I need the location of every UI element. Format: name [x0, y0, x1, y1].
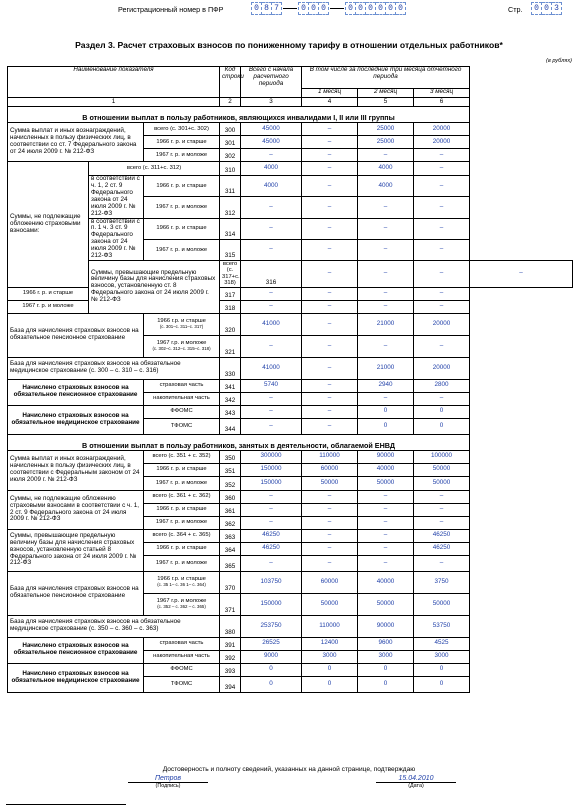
table-row: [8, 615, 573, 637]
value-cell: –: [358, 149, 414, 162]
col-header-m3: 3 месяц: [414, 89, 470, 98]
value-cell: –: [358, 516, 414, 529]
value-cell: 41000: [241, 313, 302, 335]
row-code: 391: [220, 637, 241, 650]
value-cell: –: [358, 392, 414, 405]
separator-dash: [283, 8, 297, 9]
signature-value: Петров: [128, 775, 208, 783]
row-code: 370: [220, 571, 241, 593]
value-cell: –: [414, 516, 470, 529]
digit-cell: 3: [552, 2, 562, 15]
value-cell: 100000: [414, 450, 470, 463]
row-sublabel: 1966 г. р. и старше: [8, 287, 89, 300]
row-code: 393: [220, 663, 241, 676]
value-cell: 0: [358, 405, 414, 418]
row-sublabel: [144, 313, 220, 335]
value-cell: –: [241, 516, 302, 529]
value-cell: 50000: [414, 593, 470, 615]
value-cell: –: [358, 287, 414, 300]
value-cell: 90000: [358, 615, 414, 637]
value-cell: 0: [414, 418, 470, 434]
value-cell: –: [241, 490, 302, 503]
col-header-m2: 2 месяц: [358, 89, 414, 98]
value-cell: 20000: [414, 357, 470, 379]
value-cell: 3000: [358, 650, 414, 663]
table-row: [8, 357, 573, 379]
value-cell: 9000: [241, 650, 302, 663]
col-number: 3: [241, 98, 302, 107]
value-cell: –: [302, 149, 358, 162]
value-cell: –: [414, 490, 470, 503]
row-code: 365: [220, 555, 241, 571]
value-cell: –: [302, 490, 358, 503]
row-code: 360: [220, 490, 241, 503]
value-cell: 0: [414, 405, 470, 418]
value-cell: –: [302, 405, 358, 418]
table-row: [8, 67, 573, 89]
value-cell: –: [358, 300, 414, 313]
table-row: [8, 123, 573, 136]
row-code: 364: [220, 542, 241, 555]
value-cell: 3750: [414, 571, 470, 593]
row-sublabel: 1966 г. р. и старше: [144, 176, 220, 197]
value-cell: –: [241, 218, 302, 239]
value-cell: –: [414, 503, 470, 516]
table-row: [8, 313, 573, 335]
col-header-code: Код строки: [220, 67, 241, 98]
value-cell: 26525: [241, 637, 302, 650]
row-sublabel: страховая часть: [144, 637, 220, 650]
table-row: [8, 571, 573, 593]
row-code: 341: [220, 379, 241, 392]
value-cell: 3000: [302, 650, 358, 663]
row-label: Начислено страховых взносов на обязательное медицинское страхование: [8, 663, 144, 692]
table-row: [8, 218, 573, 239]
row-sublabel: всего (с. 361 + с. 362): [144, 490, 220, 503]
row-code: 310: [220, 162, 241, 176]
value-cell: –: [414, 197, 470, 218]
value-cell: 4525: [414, 637, 470, 650]
value-cell: 20000: [414, 136, 470, 149]
row-sublabel: 1967 г. р. и моложе: [144, 149, 220, 162]
section-title: Раздел 3. Расчет страховых взносов по пониженному тарифу в отношении отдельных работников*: [75, 40, 503, 50]
table-row: [8, 162, 573, 176]
row-code: 350: [220, 450, 241, 463]
value-cell: 2800: [414, 379, 470, 392]
row-code: 320: [220, 313, 241, 335]
value-cell: 41000: [241, 357, 302, 379]
row-sublabel: 1966 г. р. и старше: [144, 542, 220, 555]
row-code: 380: [220, 615, 241, 637]
value-cell: –: [302, 418, 358, 434]
value-cell: –: [302, 176, 358, 197]
digit-cell: 0: [386, 2, 396, 15]
value-cell: –: [302, 162, 358, 176]
value-cell: –: [358, 555, 414, 571]
value-cell: –: [414, 162, 470, 176]
value-cell: –: [358, 503, 414, 516]
cell-text: 1967 г.р. и моложе: [156, 598, 207, 605]
digit-cell: 8: [262, 2, 272, 15]
value-cell: 21000: [358, 313, 414, 335]
row-code: 363: [220, 529, 241, 542]
cell-text: (с. 301–с. 311–с. 317): [159, 323, 204, 329]
value-cell: –: [358, 239, 414, 260]
cell-text: (с. 352 – с. 362 – с. 365): [157, 603, 206, 609]
value-cell: –: [302, 287, 358, 300]
table-row: [8, 107, 573, 123]
value-cell: –: [241, 555, 302, 571]
row-code: 330: [220, 357, 241, 379]
col-number: 5: [358, 98, 414, 107]
row-code: 342: [220, 392, 241, 405]
row-sublabel: 1966 г. р. и старше: [144, 463, 220, 476]
row-code: 362: [220, 516, 241, 529]
row-sublabel: страховая часть: [144, 379, 220, 392]
value-cell: 45000: [241, 136, 302, 149]
value-cell: 0: [358, 418, 414, 434]
section3-table: [7, 66, 573, 693]
row-code: 352: [220, 476, 241, 490]
row-code: 315: [220, 239, 241, 260]
value-cell: 60000: [302, 463, 358, 476]
row-sublabel: 1967 г. р. и моложе: [144, 239, 220, 260]
value-cell: –: [414, 239, 470, 260]
value-cell: 110000: [302, 450, 358, 463]
row-sublabel: 1967 г. р. и моложе: [144, 476, 220, 490]
value-cell: 4000: [241, 176, 302, 197]
row-sublabel: всего (с. 317+с. 318): [220, 261, 241, 288]
value-cell: –: [302, 300, 358, 313]
row-code: 351: [220, 463, 241, 476]
value-cell: 0: [358, 676, 414, 692]
value-cell: 150000: [241, 476, 302, 490]
value-cell: –: [414, 335, 470, 357]
row-code: 361: [220, 503, 241, 516]
value-cell: 0: [302, 676, 358, 692]
col-header-total: Всего с начала расчетного периода: [241, 67, 302, 98]
value-cell: 4000: [358, 176, 414, 197]
value-cell: 20000: [414, 123, 470, 136]
row-sublabel: [144, 593, 220, 615]
cell-text: (с. 302–с. 312–с. 315–с. 318): [152, 345, 211, 351]
digit-cell: 0: [309, 2, 319, 15]
cell-text: (с. 35 1– с. 36 1– с. 364): [157, 581, 206, 587]
value-cell: 90000: [358, 450, 414, 463]
value-cell: 5740: [241, 379, 302, 392]
col-header-name: Наименование показателя: [8, 67, 220, 98]
value-cell: –: [302, 392, 358, 405]
table-row: [8, 261, 573, 288]
digit-cell: 0: [376, 2, 386, 15]
row-sublabel: ТФОМС: [144, 676, 220, 692]
page-header: [0, 2, 578, 16]
value-cell: 253750: [241, 615, 302, 637]
digit-cell: 0: [298, 2, 309, 15]
value-cell: –: [414, 287, 470, 300]
value-cell: 2940: [358, 379, 414, 392]
value-cell: 46250: [414, 542, 470, 555]
value-cell: 50000: [358, 593, 414, 615]
value-cell: –: [302, 313, 358, 335]
value-cell: –: [414, 218, 470, 239]
row-label: База для начисления страховых взносов на обязательное медицинское страхование (с. 350 – с. 360 – с. 363): [8, 615, 220, 637]
row-code: 321: [220, 335, 241, 357]
value-cell: –: [414, 261, 470, 288]
table-row: [8, 529, 573, 542]
row-label: Начислено страховых взносов на обязательное пенсионное страхование: [8, 637, 144, 663]
value-cell: 3000: [414, 650, 470, 663]
value-cell: –: [470, 261, 573, 288]
row-label: Начислено страховых взносов на обязательное пенсионное страхование: [8, 379, 144, 405]
table-row: [8, 434, 573, 450]
row-label: База для начисления страховых взносов на обязательное пенсионное страхование: [8, 313, 144, 357]
table-row: [8, 379, 573, 392]
digit-cell: 0: [319, 2, 329, 15]
value-cell: –: [302, 379, 358, 392]
row-sublabel: всего (с. 351 + с. 352): [144, 450, 220, 463]
row-code: 314: [220, 218, 241, 239]
value-cell: –: [241, 149, 302, 162]
value-cell: –: [302, 239, 358, 260]
value-cell: –: [302, 516, 358, 529]
value-cell: –: [241, 418, 302, 434]
row-sublabel: всего (с. 311+с. 312): [89, 162, 220, 176]
row-code: 302: [220, 149, 241, 162]
value-cell: –: [302, 555, 358, 571]
value-cell: –: [358, 490, 414, 503]
value-cell: 40000: [358, 463, 414, 476]
value-cell: 50000: [302, 476, 358, 490]
value-cell: –: [358, 218, 414, 239]
value-cell: 0: [414, 663, 470, 676]
row-sublabel: накопительная часть: [144, 650, 220, 663]
row-code: 344: [220, 418, 241, 434]
row-label: Сумма выплат и иных вознаграждений, начисленных в пользу физических лиц, в соответствии с Федеральным законом от 24 июля 2009 г. № 212-ФЗ: [8, 450, 144, 490]
row-code: 371: [220, 593, 241, 615]
value-cell: –: [414, 392, 470, 405]
digit-cell: 0: [345, 2, 356, 15]
row-code: 316: [241, 261, 302, 288]
row-label: Начислено страховых взносов на обязательное медицинское страхование: [8, 405, 144, 434]
col-header-m1: 1 месяц: [302, 89, 358, 98]
value-cell: 12400: [302, 637, 358, 650]
separator-dash: [330, 8, 344, 9]
value-cell: –: [241, 392, 302, 405]
value-cell: 21000: [358, 357, 414, 379]
footnote-divider: [6, 804, 126, 805]
row-label: Суммы, не подлежащие обложению страховыми взносами в соответствии с ч. 1, 2 ст. 9 Федерального закона от 24 июля 2009 г. № 212-ФЗ: [8, 490, 144, 529]
date-value: 15.04.2010: [376, 775, 456, 783]
row-code: 311: [220, 176, 241, 197]
value-cell: 45000: [241, 123, 302, 136]
value-cell: 53750: [414, 615, 470, 637]
table-row: [8, 663, 573, 676]
date-caption: (Дата): [408, 783, 424, 789]
value-cell: 0: [358, 663, 414, 676]
table-row: [8, 405, 573, 418]
value-cell: –: [358, 335, 414, 357]
value-cell: 4000: [358, 162, 414, 176]
value-cell: –: [302, 123, 358, 136]
value-cell: –: [241, 197, 302, 218]
section-heading: В отношении выплат в пользу работников, занятых в деятельности, облагаемой ЕНВД: [8, 434, 470, 450]
row-code: 394: [220, 676, 241, 692]
value-cell: 50000: [358, 476, 414, 490]
value-cell: 150000: [241, 463, 302, 476]
cell-text: 1966 г.р. и старше: [157, 576, 206, 583]
value-cell: 150000: [241, 593, 302, 615]
value-cell: 46250: [241, 529, 302, 542]
col-header-last3: В том числе за последние три месяца отчетного периода: [302, 67, 470, 89]
row-sublabel: ТФОМС: [144, 418, 220, 434]
col-number: 4: [302, 98, 358, 107]
value-cell: –: [414, 149, 470, 162]
value-cell: –: [241, 405, 302, 418]
value-cell: –: [358, 261, 414, 288]
reg-number-cells: [251, 2, 406, 15]
value-cell: –: [302, 357, 358, 379]
row-label: в соответствии с ч. 1, 2 ст. 9 Федерального закона от 24 июля 2009 г. № 212-ФЗ: [89, 176, 144, 219]
row-label: в соответствии с п. 1 ч. 3 ст. 9 Федерального закона от 24 июля 2009 г. № 212-ФЗ: [89, 218, 144, 261]
value-cell: 40000: [358, 571, 414, 593]
value-cell: –: [414, 176, 470, 197]
value-cell: –: [358, 529, 414, 542]
value-cell: 0: [302, 663, 358, 676]
value-cell: 9600: [358, 637, 414, 650]
row-sublabel: 1967 г. р. и моложе: [144, 555, 220, 571]
table-row: [8, 490, 573, 503]
value-cell: –: [358, 542, 414, 555]
value-cell: 103750: [241, 571, 302, 593]
row-sublabel: ФФОМС: [144, 663, 220, 676]
value-cell: –: [302, 529, 358, 542]
value-cell: 300000: [241, 450, 302, 463]
row-sublabel: 1967 г. р. и моложе: [144, 197, 220, 218]
value-cell: –: [302, 197, 358, 218]
digit-cell: 0: [542, 2, 552, 15]
value-cell: 0: [241, 663, 302, 676]
value-cell: 50000: [302, 593, 358, 615]
value-cell: –: [241, 239, 302, 260]
value-cell: –: [302, 335, 358, 357]
signature-caption: (Подпись): [155, 783, 181, 789]
value-cell: 25000: [358, 123, 414, 136]
row-sublabel: 1966 г. р. и старше: [144, 136, 220, 149]
value-cell: –: [302, 542, 358, 555]
value-cell: –: [241, 335, 302, 357]
row-sublabel: [144, 335, 220, 357]
reg-number-label: Регистрационный номер в ПФР: [118, 5, 224, 14]
value-cell: 110000: [302, 615, 358, 637]
section-heading: В отношении выплат в пользу работников, являющихся инвалидами I, II или III группы: [8, 107, 470, 123]
value-cell: –: [302, 136, 358, 149]
row-sublabel: 1967 г. р. и моложе: [144, 516, 220, 529]
value-cell: –: [358, 197, 414, 218]
value-cell: 25000: [358, 136, 414, 149]
row-sublabel: 1966 г. р. и старше: [144, 503, 220, 516]
digit-cell: 7: [272, 2, 282, 15]
row-code: 301: [220, 136, 241, 149]
value-cell: 60000: [302, 571, 358, 593]
value-cell: 46250: [414, 529, 470, 542]
row-code: 317: [220, 287, 241, 300]
value-cell: 46250: [241, 542, 302, 555]
confirmation-text: Достоверность и полноту сведений, указанных на данной странице, подтверждаю: [162, 766, 416, 773]
row-code: 392: [220, 650, 241, 663]
value-cell: –: [241, 503, 302, 516]
value-cell: 50000: [414, 463, 470, 476]
value-cell: –: [414, 300, 470, 313]
value-cell: –: [241, 287, 302, 300]
value-cell: –: [302, 261, 358, 288]
digit-cell: 0: [396, 2, 406, 15]
table-row: [8, 450, 573, 463]
value-cell: –: [241, 300, 302, 313]
value-cell: –: [302, 503, 358, 516]
page-label: Стр.: [508, 5, 523, 14]
cell-text: 1966 г.р. и старше: [157, 318, 206, 325]
digit-cell: 0: [366, 2, 376, 15]
row-sublabel: 1967 г. р. и моложе: [8, 300, 89, 313]
col-number: 6: [414, 98, 470, 107]
row-code: 343: [220, 405, 241, 418]
value-cell: 4000: [241, 162, 302, 176]
page-number-cells: [531, 2, 562, 15]
row-label: Суммы, превышающие предельную величину базы для начисления страховых взносов, установленную статьей 8 Федерального закона от 24 июля 2009 г. № 212-ФЗ: [8, 529, 144, 571]
cell-text: 1967 г.р. и моложе: [156, 340, 207, 347]
value-cell: –: [414, 555, 470, 571]
row-code: 300: [220, 123, 241, 136]
table-row: [8, 98, 573, 107]
row-code: 312: [220, 197, 241, 218]
row-sublabel: 1966 г. р. и старше: [144, 218, 220, 239]
row-sublabel: [144, 571, 220, 593]
digit-cell: 0: [356, 2, 366, 15]
row-label: Суммы, не подлежащие обложению страховыми взносами:: [8, 162, 89, 288]
row-label: Суммы, превышающие предельную величину базы для начисления страховых взносов, установленную ст. 8 Федерального закона от 24 июля 2009 г. № 212-ФЗ: [89, 261, 220, 314]
row-sublabel: всего (с. 301+с. 302): [144, 123, 220, 136]
digit-cell: 0: [531, 2, 542, 15]
value-cell: –: [302, 218, 358, 239]
unit-note: (в рублях): [545, 58, 572, 64]
col-number: 2: [220, 98, 241, 107]
row-label: Сумма выплат и иных вознаграждений, начисленных в пользу физических лиц, в соответствии со ст. 7 Федерального закона от 24 июля 2009 г. № 212-ФЗ: [8, 123, 144, 162]
value-cell: 0: [241, 676, 302, 692]
table-row: [8, 176, 573, 197]
digit-cell: 0: [251, 2, 262, 15]
row-sublabel: ФФОМС: [144, 405, 220, 418]
table-row: [8, 637, 573, 650]
row-sublabel: всего (с. 364 + с. 365): [144, 529, 220, 542]
value-cell: 50000: [414, 476, 470, 490]
row-code: 318: [220, 300, 241, 313]
row-sublabel: накопительная часть: [144, 392, 220, 405]
value-cell: 0: [414, 676, 470, 692]
value-cell: 20000: [414, 313, 470, 335]
row-label: База для начисления страховых взносов на обязательное медицинское страхование (с. 300 – с. 310 – с. 316): [8, 357, 220, 379]
row-label: База для начисления страховых взносов на обязательное пенсионное страхование: [8, 571, 144, 615]
col-number: 1: [8, 98, 220, 107]
